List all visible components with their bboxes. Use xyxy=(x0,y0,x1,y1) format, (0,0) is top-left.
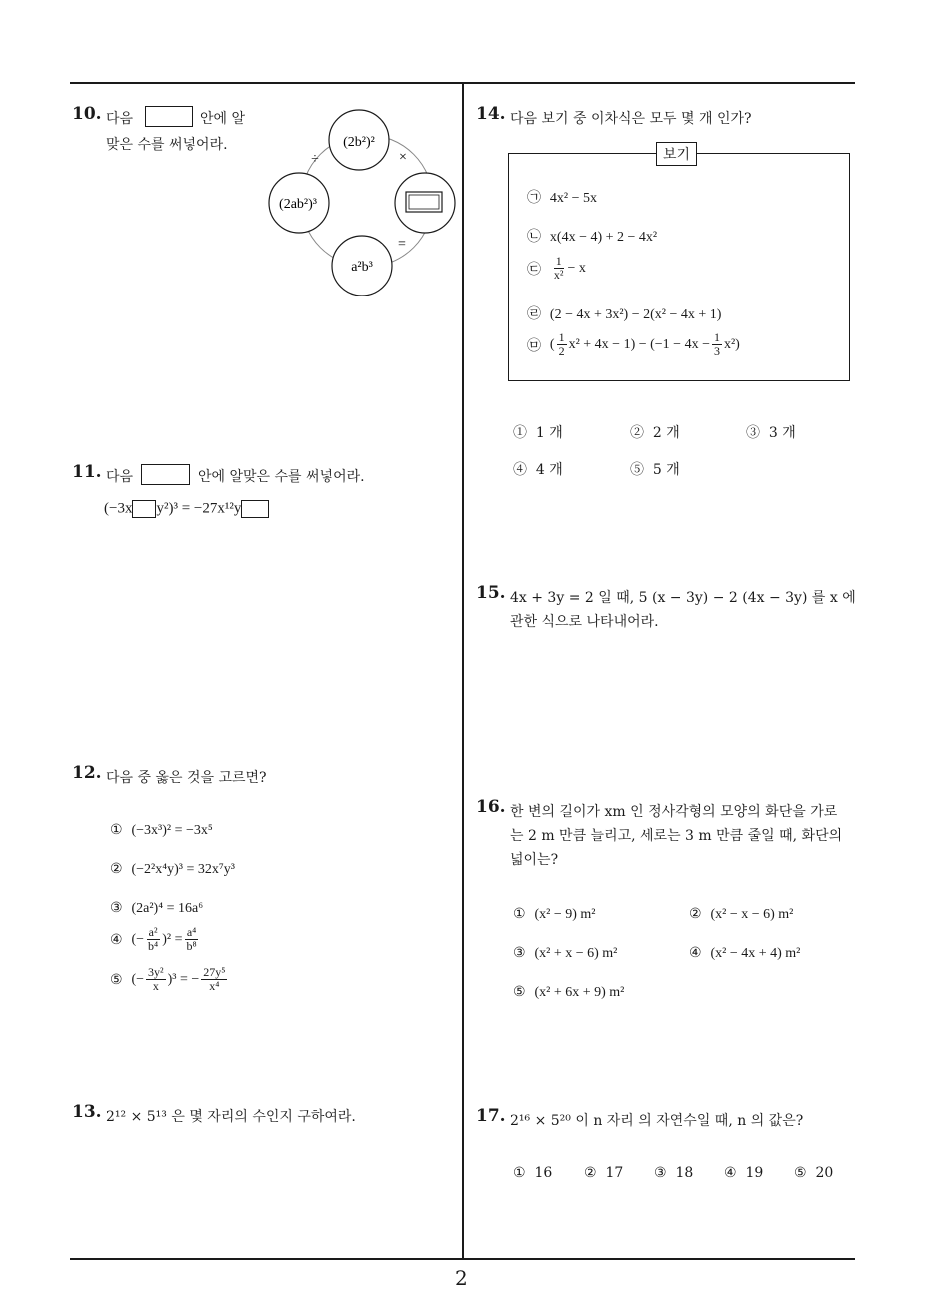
question-text: 넓이는? xyxy=(510,852,559,868)
answer-blank[interactable] xyxy=(141,464,190,485)
question-text: 관한 식으로 나타내어라. xyxy=(510,614,659,630)
divide-sign: ÷ xyxy=(311,152,319,167)
page-number: 2 xyxy=(455,1266,468,1290)
left-label: (2ab²)³ xyxy=(279,197,317,212)
question-text: 다음 xyxy=(106,469,134,485)
choice-4[interactable]: ④ 4 개 xyxy=(513,462,563,478)
question-text: 4x + 3y = 2 일 때, 5 (x − 3y) − 2 (4x − 3y) 를 x 에 xyxy=(510,590,856,606)
bogi-item: ㉣ (2 − 4x + 3x²) − 2(x² − 4x + 1) xyxy=(527,306,722,322)
choice-4[interactable]: ④ (x² − 4x + 4) m² xyxy=(689,945,801,961)
question-text: 한 변의 길이가 xm 인 정사각형의 모양의 화단을 가로 xyxy=(510,804,838,820)
question-text: 2¹⁶ × 5²⁰ 이 n 자리 의 자연수일 때, n 의 값은? xyxy=(510,1113,804,1129)
question-text: 다음 xyxy=(106,111,134,127)
top-label: (2b²)² xyxy=(343,135,375,150)
question-text: 안에 알 xyxy=(200,111,246,127)
answer-blank[interactable] xyxy=(241,500,269,518)
question-number: 11. xyxy=(72,462,102,482)
choice-5[interactable]: ⑤ 20 xyxy=(794,1165,834,1181)
answer-blank[interactable] xyxy=(145,106,193,127)
choice-1[interactable]: ① (x² − 9) m² xyxy=(513,906,596,922)
multiply-sign: × xyxy=(399,150,407,165)
choice-3[interactable]: ③ (2a²)⁴ = 16a⁶ xyxy=(110,900,204,916)
choice-4[interactable]: ④ (− $\frac{\text{a²}}{\text{b⁴}}$ )² = $\frac{\text{a⁴}}{\text{b⁸}}$ xyxy=(110,925,197,954)
choice-5[interactable]: ⑤ (− $\frac{\text{3y²}}{x}$ )³ = − $\frac{\text{27y⁵}}{\text{x⁴}}$ xyxy=(110,965,226,994)
choice-3[interactable]: ③ 18 xyxy=(654,1165,694,1181)
choice-1[interactable]: ① 1 개 xyxy=(513,425,563,441)
question-number: 17. xyxy=(476,1106,506,1126)
bogi-item: ㉢ $\frac{1}{\text{x²}}$ − x xyxy=(527,254,586,283)
question-text: 는 2 m 만큼 늘리고, 세로는 3 m 만큼 줄일 때, 화단의 xyxy=(510,828,843,844)
question-text: 맞은 수를 써넣어라. xyxy=(106,137,228,153)
bogi-item: ㉤ ( $\frac{1}{2}$ x² + 4x − 1) − (−1 − 4x − $\frac{1}{3}$ x²) xyxy=(527,330,740,359)
choice-2[interactable]: ② 17 xyxy=(584,1165,624,1181)
equation: (−3x y²)³ = −27x¹²y xyxy=(104,500,269,518)
choice-2[interactable]: ② (−2²x⁴y)³ = 32x⁷y³ xyxy=(110,861,235,877)
bogi-title: 보기 xyxy=(656,142,697,166)
question-number: 15. xyxy=(476,583,506,603)
bottom-label: a²b³ xyxy=(351,260,373,275)
answer-blank[interactable] xyxy=(132,500,156,518)
question-number: 14. xyxy=(476,104,506,124)
choice-2[interactable]: ② 2 개 xyxy=(630,425,680,441)
question-number: 12. xyxy=(72,763,102,783)
bogi-item: ㉠ 4x² − 5x xyxy=(527,190,597,206)
choice-3[interactable]: ③ 3 개 xyxy=(746,425,796,441)
question-text: 안에 알맞은 수를 써넣어라. xyxy=(198,469,365,485)
bogi-item: ㉡ x(4x − 4) + 2 − 4x² xyxy=(527,229,658,245)
choice-2[interactable]: ② (x² − x − 6) m² xyxy=(689,906,794,922)
question-text: 2¹² × 5¹³ 은 몇 자리의 수인지 구하여라. xyxy=(106,1109,356,1125)
question-number: 13. xyxy=(72,1102,102,1122)
question-text: 다음 보기 중 이차식은 모두 몇 개 인가? xyxy=(510,111,752,127)
choice-1[interactable]: ① (−3x³)² = −3x⁵ xyxy=(110,822,213,838)
question-number: 10. xyxy=(72,104,102,124)
choice-4[interactable]: ④ 19 xyxy=(724,1165,764,1181)
cycle-diagram xyxy=(265,106,470,296)
question-number: 16. xyxy=(476,797,506,817)
choice-3[interactable]: ③ (x² + x − 6) m² xyxy=(513,945,618,961)
equals-sign: = xyxy=(398,237,406,252)
bottom-rule xyxy=(70,1258,855,1260)
choice-5[interactable]: ⑤ (x² + 6x + 9) m² xyxy=(513,984,625,1000)
question-text: 다음 중 옳은 것을 고르면? xyxy=(106,770,267,786)
choice-5[interactable]: ⑤ 5 개 xyxy=(630,462,680,478)
choice-1[interactable]: ① 16 xyxy=(513,1165,553,1181)
